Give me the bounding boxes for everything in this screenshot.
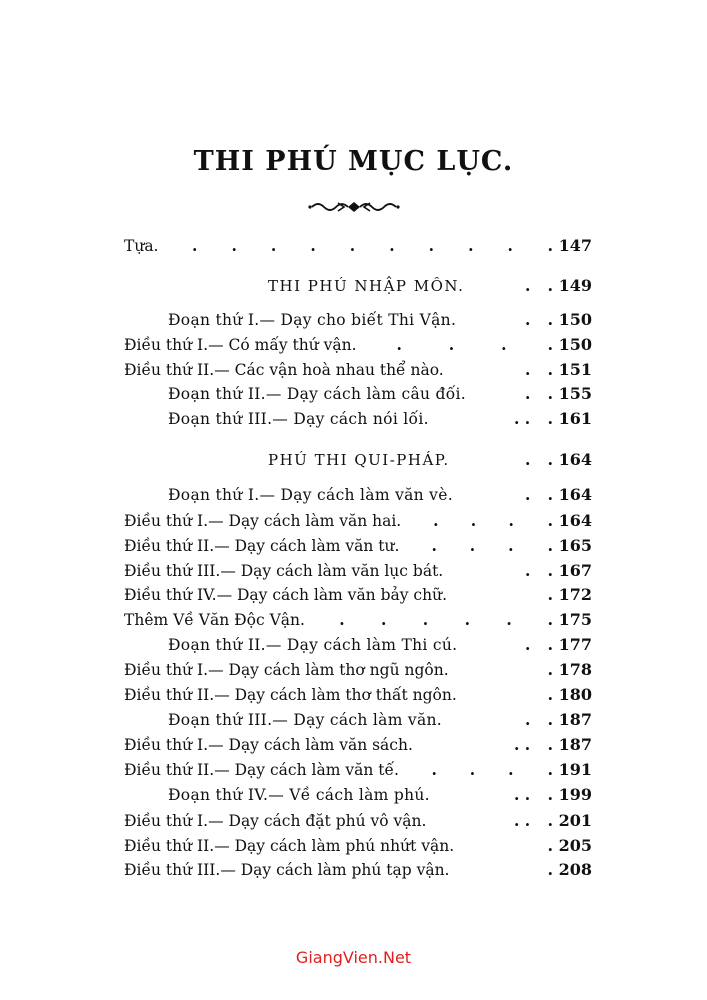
toc-page-number: . 175 bbox=[547, 610, 592, 629]
toc-entry-label: Điều thứ III.— Dạy cách làm văn lục bát. bbox=[124, 562, 444, 580]
toc-entry bbox=[0, 307, 707, 333]
toc-entry-label: PHÚ THI QUI-PHÁP. bbox=[268, 451, 450, 469]
toc-leader-dots: . . . . . . . . . bbox=[192, 236, 513, 255]
toc-entry bbox=[0, 607, 707, 633]
toc-page-number: . 187 bbox=[547, 710, 592, 729]
toc-entry-label: Điều thứ II.— Dạy cách làm văn tư. bbox=[124, 537, 400, 555]
toc-entry bbox=[0, 582, 707, 608]
toc-page-number: . 180 bbox=[547, 685, 592, 704]
toc-entry bbox=[0, 558, 707, 584]
toc-leader-dots: . bbox=[525, 710, 531, 729]
toc-page-number: . 199 bbox=[547, 785, 592, 804]
toc-page-number: . 208 bbox=[547, 860, 592, 879]
toc-entry bbox=[0, 782, 707, 808]
toc-leader-dots: . bbox=[525, 450, 531, 469]
toc-entry bbox=[0, 533, 707, 559]
toc-leader-dots: . . . bbox=[431, 536, 514, 555]
toc-entry-label: Điều thứ I.— Có mấy thứ vận. bbox=[124, 336, 357, 354]
toc-entry-label: Đoạn thứ I.— Dạy cách làm văn vè. bbox=[168, 486, 453, 504]
toc-page-number: . 161 bbox=[547, 409, 592, 428]
toc-page-number: . 167 bbox=[547, 561, 592, 580]
toc-entry bbox=[0, 732, 707, 758]
toc-page-number: . 155 bbox=[547, 384, 592, 403]
toc-entry-label: Điều thứ II.— Dạy cách làm phú nhứt vận. bbox=[124, 837, 455, 855]
toc-entry bbox=[0, 757, 707, 783]
toc-entry-label: Thêm Về Văn Độc Vận. bbox=[124, 611, 305, 629]
toc-entry-label: Điều thứ II.— Các vận hoà nhau thể nào. bbox=[124, 361, 444, 379]
toc-leader-dots: . . bbox=[514, 409, 531, 428]
toc-leader-dots: . . bbox=[514, 785, 531, 804]
toc-leader-dots: . . bbox=[514, 735, 531, 754]
toc-page-number: . 187 bbox=[547, 735, 592, 754]
toc-page-number: . 164 bbox=[547, 485, 592, 504]
toc-leader-dots: . bbox=[525, 276, 531, 295]
toc-entry bbox=[0, 682, 707, 708]
toc-entry-label: Điều thứ IV.— Dạy cách làm văn bảy chữ. bbox=[124, 586, 448, 604]
toc-page-number: . 165 bbox=[547, 536, 592, 555]
toc-page-number: . 150 bbox=[547, 335, 592, 354]
toc-page-number: . 151 bbox=[547, 360, 592, 379]
toc-entry bbox=[0, 657, 707, 683]
toc-entry-label: Tựa. bbox=[124, 237, 159, 255]
toc-entry-label: Đoạn thứ II.— Dạy cách làm câu đối. bbox=[168, 385, 467, 403]
toc-page-number: . 201 bbox=[547, 811, 592, 830]
page-title: THI PHÚ MỤC LỤC. bbox=[193, 146, 514, 177]
toc-entry bbox=[0, 332, 707, 358]
toc-page-number: . 164 bbox=[547, 511, 592, 530]
toc-page-number: . 172 bbox=[547, 585, 592, 604]
toc-leader-dots: . bbox=[525, 561, 531, 580]
toc-page-number: . 205 bbox=[547, 836, 592, 855]
toc-leader-dots: . bbox=[525, 384, 531, 403]
toc-leader-dots: . bbox=[525, 310, 531, 329]
toc-entry bbox=[0, 482, 707, 508]
toc-entry bbox=[0, 857, 707, 883]
watermark-text: GiangVien.Net bbox=[295, 948, 412, 967]
toc-entry-label: Điều thứ III.— Dạy cách làm phú tạp vận. bbox=[124, 861, 450, 879]
toc-entry bbox=[0, 273, 707, 299]
toc-entry-label: Đoạn thứ III.— Dạy cách làm văn. bbox=[168, 711, 443, 729]
toc-entry bbox=[0, 707, 707, 733]
toc-page-number: . 149 bbox=[547, 276, 592, 295]
toc-entry-label: Điều thứ I.— Dạy cách làm thơ ngũ ngôn. bbox=[124, 661, 449, 679]
toc-entry bbox=[0, 406, 707, 432]
toc-entry bbox=[0, 381, 707, 407]
toc-entry bbox=[0, 447, 707, 473]
toc-page-number: . 178 bbox=[547, 660, 592, 679]
toc-leader-dots: . . . bbox=[431, 760, 514, 779]
toc-entry bbox=[0, 632, 707, 658]
toc-leader-dots: . . . bbox=[433, 511, 514, 530]
toc-entry bbox=[0, 833, 707, 859]
toc-leader-dots: . . . bbox=[396, 335, 507, 354]
toc-entry bbox=[0, 233, 707, 259]
toc-entry-label: Đoạn thứ IV.— Về cách làm phú. bbox=[168, 786, 430, 804]
toc-entry-label: Đoạn thứ III.— Dạy cách nói lối. bbox=[168, 410, 429, 428]
toc-page-number: . 164 bbox=[547, 450, 592, 469]
toc-page-number: . 177 bbox=[547, 635, 592, 654]
toc-page-number: . 147 bbox=[547, 236, 592, 255]
toc-entry-label: Đoạn thứ I.— Dạy cho biết Thi Vận. bbox=[168, 311, 457, 329]
toc-leader-dots: . bbox=[525, 360, 531, 379]
toc-entry-label: Điều thứ II.— Dạy cách làm thơ thất ngôn. bbox=[124, 686, 457, 704]
toc-entry bbox=[0, 357, 707, 383]
toc-leader-dots: . bbox=[525, 485, 531, 504]
toc-page-number: . 150 bbox=[547, 310, 592, 329]
toc-entry-label: Đoạn thứ II.— Dạy cách làm Thi cú. bbox=[168, 636, 458, 654]
toc-entry-label: Điều thứ I.— Dạy cách làm văn sách. bbox=[124, 736, 413, 754]
toc-entry-label: THI PHÚ NHẬP MÔN. bbox=[268, 277, 465, 295]
toc-entry bbox=[0, 808, 707, 834]
toc-entry-label: Điều thứ II.— Dạy cách làm văn tế. bbox=[124, 761, 399, 779]
toc-leader-dots: . . . . . bbox=[339, 610, 512, 629]
toc-leader-dots: . bbox=[525, 635, 531, 654]
toc-leader-dots: . . bbox=[514, 811, 531, 830]
toc-entry-label: Điều thứ I.— Dạy cách làm văn hai. bbox=[124, 512, 402, 530]
toc-entry-label: Điều thứ I.— Dạy cách đặt phú vô vận. bbox=[124, 812, 427, 830]
toc-page-number: . 191 bbox=[547, 760, 592, 779]
toc-entry bbox=[0, 508, 707, 534]
